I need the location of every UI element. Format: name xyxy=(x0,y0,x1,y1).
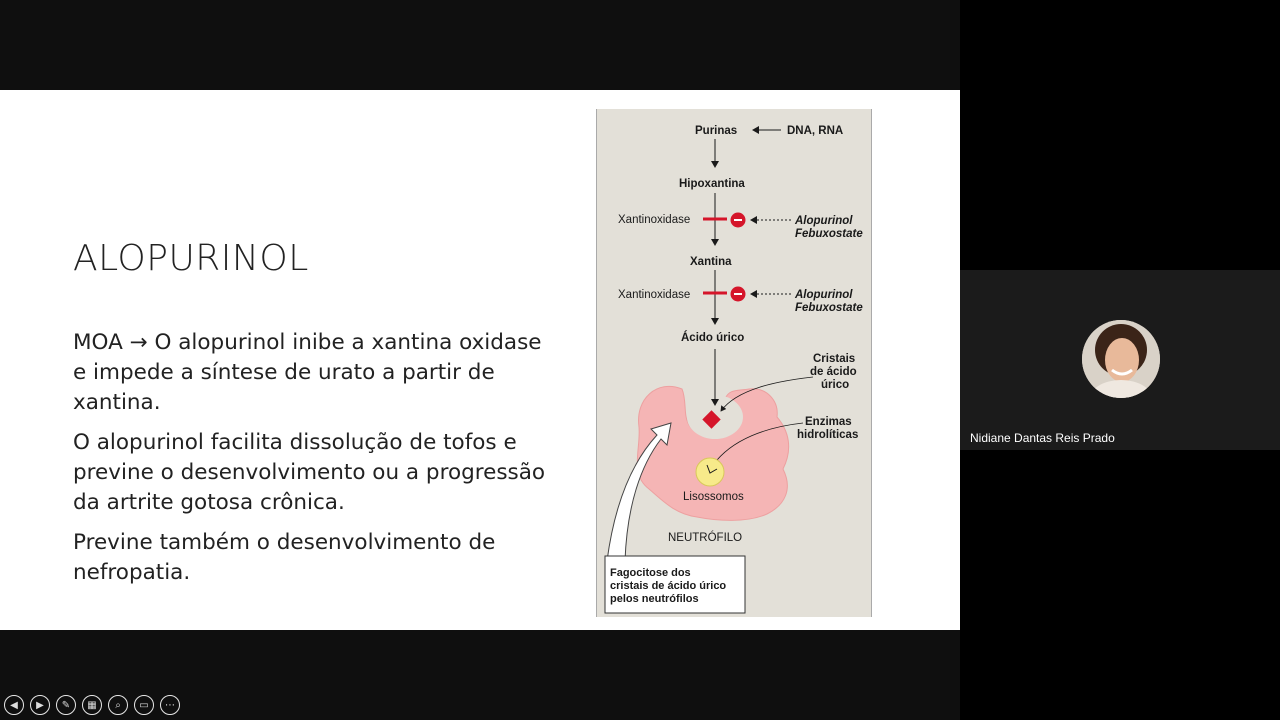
label-acido-urico: Ácido úrico xyxy=(681,332,745,344)
slideshow-toolbar xyxy=(4,695,180,715)
label-cristais-3: úrico xyxy=(821,379,850,391)
label-enzyme-1: Xantinoxidase xyxy=(618,214,691,226)
label-fago-3: pelos neutrófilos xyxy=(610,593,699,605)
slides-grid-icon[interactable]: ▦ xyxy=(82,695,102,715)
label-purinas: Purinas xyxy=(695,125,738,137)
label-dna-rna: DNA, RNA xyxy=(787,125,844,137)
label-drug-1b: Febuxostate xyxy=(795,228,863,240)
label-enzimas-2: hidrolíticas xyxy=(797,429,859,441)
slide-title: ALOPURINOL xyxy=(73,238,309,279)
subtitles-icon[interactable]: ▭ xyxy=(134,695,154,715)
label-drug-2b: Febuxostate xyxy=(795,302,863,314)
uric-acid-pathway-figure xyxy=(596,109,872,617)
label-fago-1: Fagocitose dos xyxy=(610,567,691,579)
label-cristais-1: Cristais xyxy=(813,353,856,365)
pen-icon[interactable]: ✎ xyxy=(56,695,76,715)
slide-paragraph-moa: MOA → O alopurinol inibe a xantina oxidase e impede a síntese de urato a partir de xantina. xyxy=(73,330,542,415)
slide-body xyxy=(73,328,553,598)
label-drug-1a: Alopurinol xyxy=(795,215,853,227)
label-enzimas-1: Enzimas xyxy=(805,416,852,428)
participant-name: Nidiane Dantas Reis Prado xyxy=(970,431,1115,445)
previous-slide-icon[interactable]: ◀ xyxy=(4,695,24,715)
slide-paragraph-tofos: O alopurinol facilita dissolução de tofos e previne o desenvolvimento ou a progressão da artrite gotosa crônica. xyxy=(73,430,546,515)
participant-video-tile[interactable] xyxy=(960,270,1280,450)
label-drug-2a: Alopurinol xyxy=(795,289,853,301)
label-xantina: Xantina xyxy=(690,256,732,268)
participant-avatar xyxy=(1082,320,1160,398)
label-enzyme-2: Xantinoxidase xyxy=(618,289,691,301)
next-slide-icon[interactable]: ▶ xyxy=(30,695,50,715)
label-cristais-2: de ácido xyxy=(810,366,857,378)
label-hipoxantina: Hipoxantina xyxy=(679,178,745,190)
label-fago-2: cristais de ácido úrico xyxy=(610,580,727,592)
label-neutrofilo: NEUTRÓFILO xyxy=(668,532,743,544)
slide-paragraph-nefropatia: Previne também o desenvolvimento de nefropatia. xyxy=(73,530,496,585)
zoom-icon[interactable]: ⌕ xyxy=(108,695,128,715)
more-options-icon[interactable]: ⋯ xyxy=(160,695,180,715)
label-lisossomos: Lisossomos xyxy=(683,491,744,503)
